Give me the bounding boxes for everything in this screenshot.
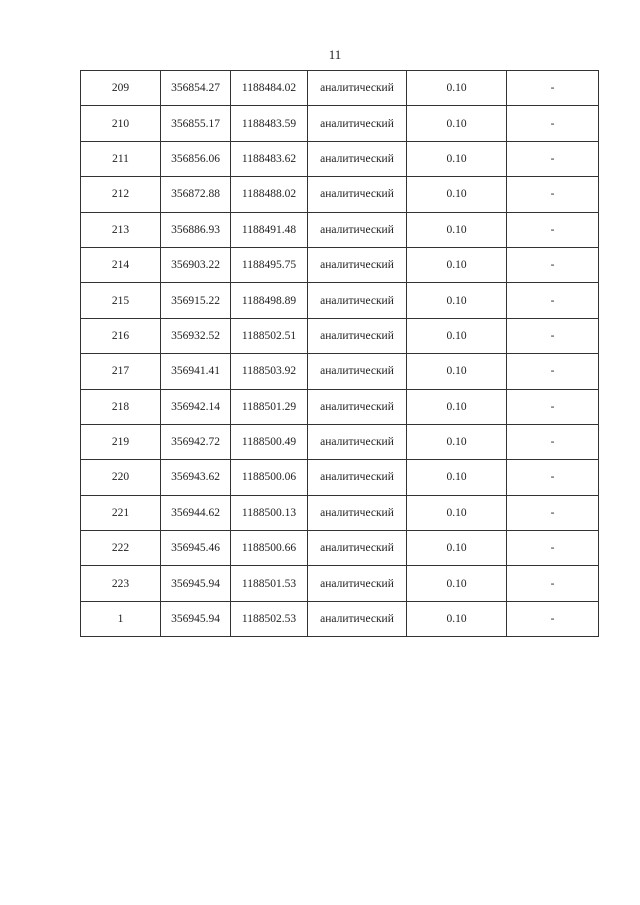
note-cell: - — [507, 318, 599, 353]
accuracy-cell: 0.10 — [407, 71, 507, 106]
x-coordinate-cell: 356945.46 — [161, 531, 231, 566]
accuracy-cell: 0.10 — [407, 283, 507, 318]
point-number-cell: 219 — [81, 424, 161, 459]
x-coordinate-cell: 356886.93 — [161, 212, 231, 247]
method-cell: аналитический — [308, 601, 407, 636]
table-row — [81, 460, 599, 495]
method-cell: аналитический — [308, 177, 407, 212]
table-row — [81, 566, 599, 601]
note-cell: - — [507, 424, 599, 459]
y-coordinate-cell: 1188502.51 — [231, 318, 308, 353]
accuracy-cell: 0.10 — [407, 354, 507, 389]
y-coordinate-cell: 1188498.89 — [231, 283, 308, 318]
y-coordinate-cell: 1188484.02 — [231, 71, 308, 106]
accuracy-cell: 0.10 — [407, 141, 507, 176]
y-coordinate-cell: 1188495.75 — [231, 247, 308, 282]
x-coordinate-cell: 356854.27 — [161, 71, 231, 106]
y-coordinate-cell: 1188500.49 — [231, 424, 308, 459]
accuracy-cell: 0.10 — [407, 212, 507, 247]
note-cell: - — [507, 601, 599, 636]
accuracy-cell: 0.10 — [407, 177, 507, 212]
point-number-cell: 215 — [81, 283, 161, 318]
method-cell: аналитический — [308, 424, 407, 459]
note-cell: - — [507, 177, 599, 212]
y-coordinate-cell: 1188483.62 — [231, 141, 308, 176]
table-row — [81, 354, 599, 389]
table-row — [81, 283, 599, 318]
page-number: 11 — [328, 47, 342, 62]
point-number-cell: 223 — [81, 566, 161, 601]
accuracy-cell: 0.10 — [407, 495, 507, 530]
method-cell: аналитический — [308, 495, 407, 530]
method-cell: аналитический — [308, 531, 407, 566]
x-coordinate-cell: 356856.06 — [161, 141, 231, 176]
point-number-cell: 214 — [81, 247, 161, 282]
table-row — [81, 318, 599, 353]
accuracy-cell: 0.10 — [407, 531, 507, 566]
method-cell: аналитический — [308, 71, 407, 106]
y-coordinate-cell: 1188483.59 — [231, 106, 308, 141]
note-cell: - — [507, 354, 599, 389]
point-number-cell: 210 — [81, 106, 161, 141]
y-coordinate-cell: 1188502.53 — [231, 601, 308, 636]
note-cell: - — [507, 106, 599, 141]
x-coordinate-cell: 356943.62 — [161, 460, 231, 495]
note-cell: - — [507, 389, 599, 424]
point-number-cell: 1 — [81, 601, 161, 636]
point-number-cell: 212 — [81, 177, 161, 212]
y-coordinate-cell: 1188488.02 — [231, 177, 308, 212]
table-row — [81, 389, 599, 424]
table-row — [81, 141, 599, 176]
x-coordinate-cell: 356941.41 — [161, 354, 231, 389]
y-coordinate-cell: 1188500.06 — [231, 460, 308, 495]
method-cell: аналитический — [308, 283, 407, 318]
method-cell: аналитический — [308, 247, 407, 282]
table-row — [81, 212, 599, 247]
note-cell: - — [507, 566, 599, 601]
x-coordinate-cell: 356945.94 — [161, 566, 231, 601]
accuracy-cell: 0.10 — [407, 424, 507, 459]
coordinates-table — [80, 70, 599, 637]
table-body — [81, 71, 599, 637]
table-row — [81, 106, 599, 141]
accuracy-cell: 0.10 — [407, 247, 507, 282]
table-row — [81, 424, 599, 459]
method-cell: аналитический — [308, 212, 407, 247]
point-number-cell: 217 — [81, 354, 161, 389]
note-cell: - — [507, 460, 599, 495]
y-coordinate-cell: 1188501.29 — [231, 389, 308, 424]
table-row — [81, 177, 599, 212]
point-number-cell: 209 — [81, 71, 161, 106]
y-coordinate-cell: 1188500.66 — [231, 531, 308, 566]
note-cell: - — [507, 71, 599, 106]
accuracy-cell: 0.10 — [407, 106, 507, 141]
point-number-cell: 218 — [81, 389, 161, 424]
note-cell: - — [507, 531, 599, 566]
y-coordinate-cell: 1188501.53 — [231, 566, 308, 601]
point-number-cell: 222 — [81, 531, 161, 566]
note-cell: - — [507, 247, 599, 282]
method-cell: аналитический — [308, 318, 407, 353]
point-number-cell: 220 — [81, 460, 161, 495]
accuracy-cell: 0.10 — [407, 318, 507, 353]
x-coordinate-cell: 356945.94 — [161, 601, 231, 636]
accuracy-cell: 0.10 — [407, 566, 507, 601]
x-coordinate-cell: 356855.17 — [161, 106, 231, 141]
table-row — [81, 601, 599, 636]
method-cell: аналитический — [308, 106, 407, 141]
y-coordinate-cell: 1188500.13 — [231, 495, 308, 530]
y-coordinate-cell: 1188503.92 — [231, 354, 308, 389]
table-row — [81, 495, 599, 530]
point-number-cell: 216 — [81, 318, 161, 353]
y-coordinate-cell: 1188491.48 — [231, 212, 308, 247]
method-cell: аналитический — [308, 460, 407, 495]
accuracy-cell: 0.10 — [407, 389, 507, 424]
x-coordinate-cell: 356944.62 — [161, 495, 231, 530]
point-number-cell: 213 — [81, 212, 161, 247]
note-cell: - — [507, 212, 599, 247]
method-cell: аналитический — [308, 354, 407, 389]
x-coordinate-cell: 356932.52 — [161, 318, 231, 353]
accuracy-cell: 0.10 — [407, 460, 507, 495]
point-number-cell: 211 — [81, 141, 161, 176]
note-cell: - — [507, 495, 599, 530]
method-cell: аналитический — [308, 141, 407, 176]
accuracy-cell: 0.10 — [407, 601, 507, 636]
x-coordinate-cell: 356942.72 — [161, 424, 231, 459]
method-cell: аналитический — [308, 389, 407, 424]
table-row — [81, 247, 599, 282]
method-cell: аналитический — [308, 566, 407, 601]
table-row — [81, 531, 599, 566]
x-coordinate-cell: 356872.88 — [161, 177, 231, 212]
note-cell: - — [507, 141, 599, 176]
point-number-cell: 221 — [81, 495, 161, 530]
table-row — [81, 71, 599, 106]
x-coordinate-cell: 356915.22 — [161, 283, 231, 318]
x-coordinate-cell: 356903.22 — [161, 247, 231, 282]
note-cell: - — [507, 283, 599, 318]
x-coordinate-cell: 356942.14 — [161, 389, 231, 424]
